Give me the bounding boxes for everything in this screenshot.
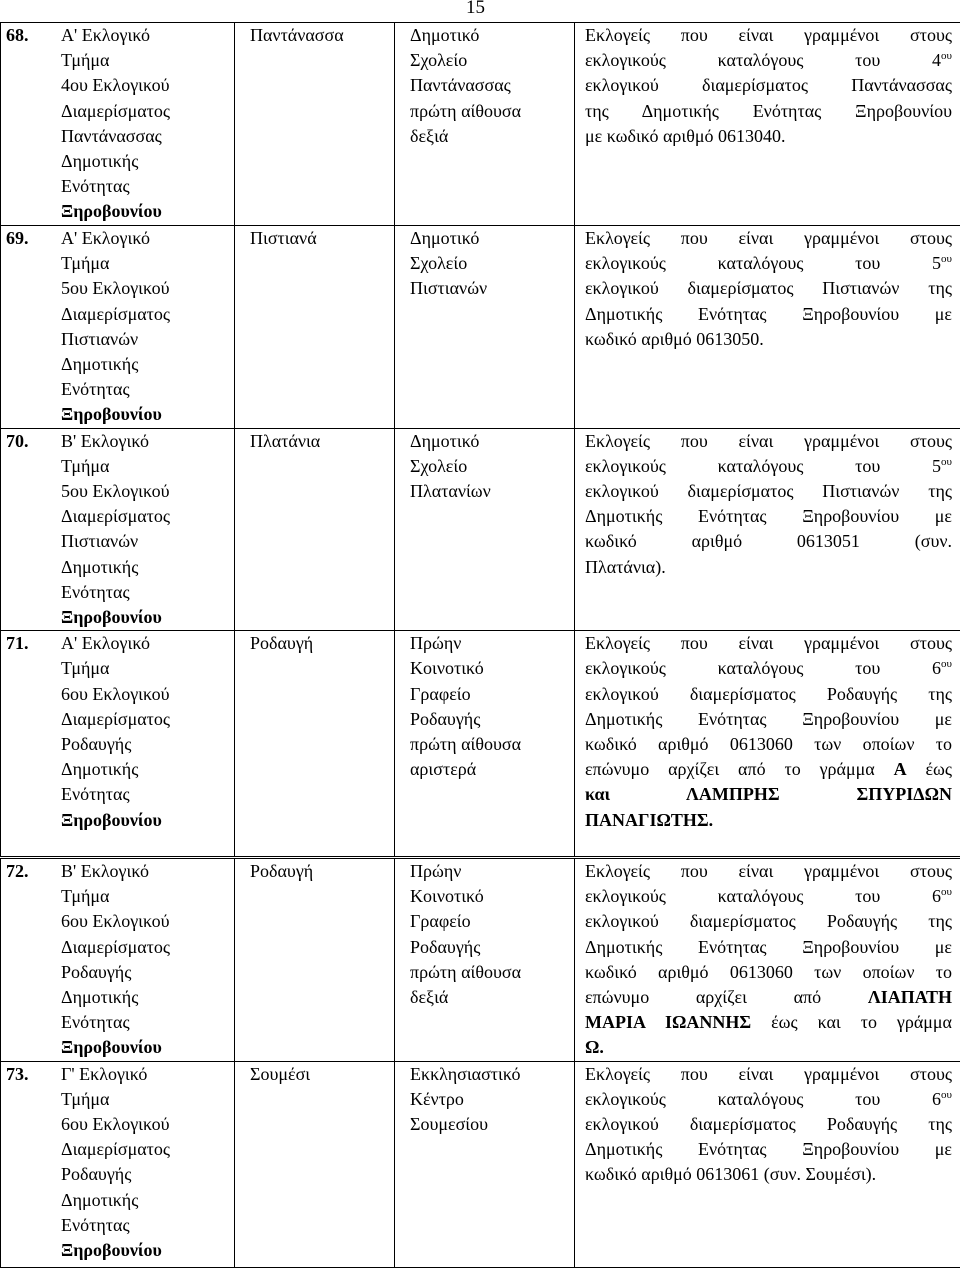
voters-text: Εκλογείς που είναι γραμμένοι στους [585, 25, 952, 45]
section-line: Ξηροβουνίου [61, 404, 162, 425]
section-line: Παντάνασσας [61, 125, 162, 146]
place-line: Κοινοτικό [410, 658, 484, 679]
place-line: Δημοτικό [410, 25, 480, 45]
voters-text: της Δημοτικής Ενότητας Ξηροβουνίου [585, 100, 952, 121]
place-line: Σχολείο [410, 253, 468, 274]
section-line: 6ου Εκλογικού [61, 683, 170, 704]
voters-text: εκλογικού διαμερίσματος Παντάνασσας [585, 75, 952, 96]
place-line: Γραφείο [410, 911, 471, 932]
voters-line [585, 504, 952, 529]
section-line: Ξηροβουνίου [61, 201, 162, 222]
voters-line [585, 808, 952, 833]
voters-text: επώνυμο αρχίζει από το γράμμα [585, 759, 894, 780]
section-name [61, 631, 196, 833]
area-name: Πιστιανά [250, 228, 317, 248]
section-name [61, 429, 196, 631]
section-cell [1, 226, 235, 429]
section-line: Ενότητας [61, 1012, 130, 1033]
place-line: πρώτη αίθουσα [410, 100, 522, 121]
section-line: Πιστιανών [61, 328, 139, 349]
voters-text: εκλογικούς καταλόγους του 5 [585, 253, 942, 274]
voters-line [585, 555, 952, 580]
section-cell [1, 23, 235, 226]
table-row [1, 23, 960, 226]
section-line: Β' Εκλογικό [61, 430, 150, 451]
voters-line [585, 682, 952, 707]
voters-line [585, 73, 952, 98]
voters-line [585, 884, 952, 909]
section-name [61, 1062, 196, 1264]
row-number: 70. [6, 430, 29, 451]
voters-bold-text: και ΛΑΜΠΡΗΣ ΣΠΥΡΙΔΩΝ [585, 784, 952, 805]
polling-place-cell [395, 859, 575, 1062]
voters-text: εκλογικούς καταλόγους του 6 [585, 658, 942, 679]
voters-line [585, 327, 952, 352]
voters-text: κωδικό αριθμό 0613050. [585, 328, 764, 349]
section-cell [1, 428, 235, 631]
section-line: Διαμερίσματος [61, 1139, 171, 1160]
place-line: Σχολείο [410, 50, 468, 71]
section-line: Δημοτικής [61, 354, 139, 375]
voters-cell [575, 23, 960, 226]
voters-line [585, 757, 952, 782]
voters-line [585, 631, 952, 656]
section-line: Α' Εκλογικό [61, 633, 151, 654]
section-cell [1, 631, 235, 857]
section-line: Διαμερίσματος [61, 506, 171, 527]
place-line: Κέντρο [410, 1088, 464, 1109]
section-line: Διαμερίσματος [61, 708, 171, 729]
section-line: 6ου Εκλογικού [61, 911, 170, 932]
polling-place-cell [395, 1061, 575, 1267]
table-row [1, 226, 960, 429]
voters-text: εκλογικούς καταλόγους του 6 [585, 886, 942, 907]
voters-line [585, 124, 952, 149]
voters-text: εκλογικού διαμερίσματος Πιστιανών της [585, 481, 952, 502]
voters-line [585, 656, 952, 681]
voters-line [585, 479, 952, 504]
section-line: Τμήμα [61, 886, 110, 907]
voters-bold-text: Α [893, 759, 907, 780]
voters-line [585, 251, 952, 276]
voters-bold-text: Ω. [585, 1037, 604, 1058]
ordinal-suffix: ου [941, 1088, 952, 1101]
section-line: Δημοτικής [61, 759, 139, 780]
table-row [1, 631, 960, 857]
voters-line [585, 732, 952, 757]
voters-text: εκλογικού διαμερίσματος Ροδαυγής της [585, 1114, 952, 1135]
place-line: Πιστιανών [410, 278, 488, 299]
area-name: Ροδαυγή [250, 861, 314, 881]
section-line: Δημοτικής [61, 1189, 139, 1210]
voters-text: Εκλογείς που είναι γραμμένοι στους [585, 228, 952, 248]
area-name: Ροδαυγή [250, 633, 314, 654]
place-line: Παντάνασσας [410, 75, 511, 96]
voters-text: Δημοτικής Ενότητας Ξηροβουνίου με [585, 936, 952, 957]
section-line: Α' Εκλογικό [61, 228, 151, 248]
section-line: Τμήμα [61, 1088, 110, 1109]
voters-text: κωδικό αριθμό 0613060 των οποίων το [585, 734, 952, 755]
area-name: Παντάνασσα [250, 25, 344, 45]
page-number: 15 [466, 0, 485, 18]
voters-text: Εκλογείς που είναι γραμμένοι στους [585, 1063, 952, 1084]
voters-text: Εκλογείς που είναι γραμμένοι στους [585, 633, 952, 654]
section-name [61, 859, 196, 1061]
ordinal-suffix: ου [941, 455, 952, 468]
polling-stations-table-1 [0, 22, 960, 857]
voters-text: εκλογικούς καταλόγους του 6 [585, 1088, 942, 1109]
section-line: Ροδαυγής [61, 734, 132, 755]
place-line: Πλατανίων [410, 481, 491, 502]
voters-text: Δημοτικής Ενότητας Ξηροβουνίου με [585, 1139, 952, 1160]
voters-text: Δημοτικής Ενότητας Ξηροβουνίου με [585, 708, 952, 729]
area-cell [235, 226, 395, 429]
section-line: 5ου Εκλογικού [61, 481, 170, 502]
place-line: Σχολείο [410, 455, 468, 476]
voters-text: εκλογικούς καταλόγους του 5 [585, 455, 942, 476]
section-line: Διαμερίσματος [61, 303, 171, 324]
polling-place-cell [395, 226, 575, 429]
place-line: Κοινοτικό [410, 886, 484, 907]
section-line: Ξηροβουνίου [61, 607, 162, 628]
section-line: Δημοτικής [61, 556, 139, 577]
voters-line [585, 48, 952, 73]
ordinal-suffix: ου [941, 50, 952, 63]
place-line: Γραφείο [410, 683, 471, 704]
row-number: 69. [6, 228, 29, 248]
voters-text: έως [906, 759, 952, 780]
section-line: Δημοτικής [61, 987, 139, 1008]
voters-line [585, 909, 952, 934]
section-line: Ροδαυγής [61, 1164, 132, 1185]
place-line: δεξιά [410, 987, 449, 1008]
voters-cell [575, 1061, 960, 1267]
section-name [61, 23, 196, 225]
voters-text: εκλογικού διαμερίσματος Πιστιανών της [585, 278, 952, 299]
table-row [1, 428, 960, 631]
voters-line [585, 1010, 952, 1035]
place-line: Δημοτικό [410, 228, 480, 248]
table-row [1, 859, 960, 1062]
voters-line [585, 1137, 952, 1162]
section-line: Ενότητας [61, 379, 130, 400]
area-name: Σουμέσι [250, 1063, 311, 1084]
place-line: Ροδαυγής [410, 936, 481, 957]
polling-stations-table-2 [0, 858, 960, 1268]
table-row [1, 1061, 960, 1267]
voters-text: Δημοτικής Ενότητας Ξηροβουνίου με [585, 303, 952, 324]
section-line: Πιστιανών [61, 531, 139, 552]
voters-text: επώνυμο αρχίζει από [585, 987, 868, 1008]
voters-line [585, 1035, 952, 1060]
voters-line [585, 302, 952, 327]
polling-place-cell [395, 631, 575, 857]
place-line: δεξιά [410, 125, 449, 146]
place-line: αριστερά [410, 759, 477, 780]
place-line: Δημοτικό [410, 430, 480, 451]
section-line: 4ου Εκλογικού [61, 75, 170, 96]
voters-text: Δημοτικής Ενότητας Ξηροβουνίου με [585, 506, 952, 527]
voters-text: κωδικό αριθμό 0613061 (συν. Σουμέσι). [585, 1164, 877, 1185]
section-line: Ξηροβουνίου [61, 1240, 162, 1261]
voters-text: εκλογικού διαμερίσματος Ροδαυγής της [585, 683, 952, 704]
place-line: Ροδαυγής [410, 708, 481, 729]
voters-text: Εκλογείς που είναι γραμμένοι στους [585, 430, 952, 451]
voters-line [585, 935, 952, 960]
polling-place-cell [395, 23, 575, 226]
ordinal-suffix: ου [941, 658, 952, 671]
voters-bold-text: ΛΙΑΠΑΤΗ [867, 987, 952, 1008]
section-line: Τμήμα [61, 658, 110, 679]
place-line: Σουμεσίου [410, 1114, 489, 1135]
voters-cell [575, 428, 960, 631]
place-line: πρώτη αίθουσα [410, 734, 522, 755]
section-line: Α' Εκλογικό [61, 25, 151, 45]
voters-text: εκλογικού διαμερίσματος Ροδαυγής της [585, 911, 952, 932]
row-number: 68. [6, 25, 29, 45]
voters-text: κωδικό αριθμό 0613051 (συν. [585, 531, 952, 552]
section-line: Διαμερίσματος [61, 100, 171, 121]
section-line: Ενότητας [61, 176, 130, 197]
area-cell [235, 631, 395, 857]
voters-cell [575, 859, 960, 1062]
voters-line [585, 985, 952, 1010]
voters-text: με κωδικό αριθμό 0613040. [585, 125, 786, 146]
row-number: 72. [6, 861, 29, 881]
voters-line [585, 859, 952, 884]
voters-text: έως και το γράμμα [751, 1012, 952, 1033]
voters-text: εκλογικούς καταλόγους του 4 [585, 50, 942, 71]
voters-line [585, 1112, 952, 1137]
ordinal-suffix: ου [941, 253, 952, 266]
section-line: Τμήμα [61, 253, 110, 274]
voters-cell [575, 226, 960, 429]
section-name [61, 226, 196, 428]
section-line: Γ' Εκλογικό [61, 1063, 148, 1084]
section-line: Ξηροβουνίου [61, 1037, 162, 1058]
section-line: Ενότητας [61, 1214, 130, 1235]
voters-line [585, 99, 952, 124]
place-line: πρώτη αίθουσα [410, 961, 522, 982]
voters-line [585, 960, 952, 985]
section-line: 5ου Εκλογικού [61, 278, 170, 299]
voters-line [585, 276, 952, 301]
area-name: Πλατάνια [250, 430, 321, 451]
voters-line [585, 1062, 952, 1087]
section-line: Ξηροβουνίου [61, 809, 162, 830]
polling-place-cell [395, 428, 575, 631]
ordinal-suffix: ου [941, 886, 952, 899]
place-line: Εκκλησιαστικό [410, 1063, 521, 1084]
section-line: Δημοτικής [61, 151, 139, 172]
section-line: Ενότητας [61, 784, 130, 805]
section-line: Ενότητας [61, 581, 130, 602]
section-line: Β' Εκλογικό [61, 861, 150, 881]
voters-line [585, 454, 952, 479]
section-cell [1, 1061, 235, 1267]
section-line: Τμήμα [61, 50, 110, 71]
voters-line [585, 429, 952, 454]
voters-line [585, 23, 952, 48]
voters-text: κωδικό αριθμό 0613060 των οποίων το [585, 961, 952, 982]
area-cell [235, 859, 395, 1062]
voters-line [585, 226, 952, 251]
voters-bold-text: ΠΑΝΑΓΙΩΤΗΣ. [585, 809, 714, 830]
row-number: 71. [6, 633, 29, 654]
place-line: Πρώην [410, 633, 462, 654]
section-line: 6ου Εκλογικού [61, 1114, 170, 1135]
place-line: Πρώην [410, 861, 462, 881]
area-cell [235, 23, 395, 226]
voters-text: Εκλογείς που είναι γραμμένοι στους [585, 861, 952, 881]
voters-text: Πλατάνια). [585, 556, 666, 577]
row-number: 73. [6, 1063, 29, 1084]
area-cell [235, 428, 395, 631]
voters-bold-text: ΜΑΡΙΑ ΙΩΑΝΝΗΣ [585, 1012, 752, 1033]
section-line: Τμήμα [61, 455, 110, 476]
voters-line [585, 782, 952, 807]
voters-line [585, 529, 952, 554]
voters-line [585, 1162, 952, 1187]
voters-cell [575, 631, 960, 857]
voters-line [585, 1087, 952, 1112]
area-cell [235, 1061, 395, 1267]
section-line: Ροδαυγής [61, 961, 132, 982]
section-cell [1, 859, 235, 1062]
section-line: Διαμερίσματος [61, 936, 171, 957]
voters-line [585, 707, 952, 732]
